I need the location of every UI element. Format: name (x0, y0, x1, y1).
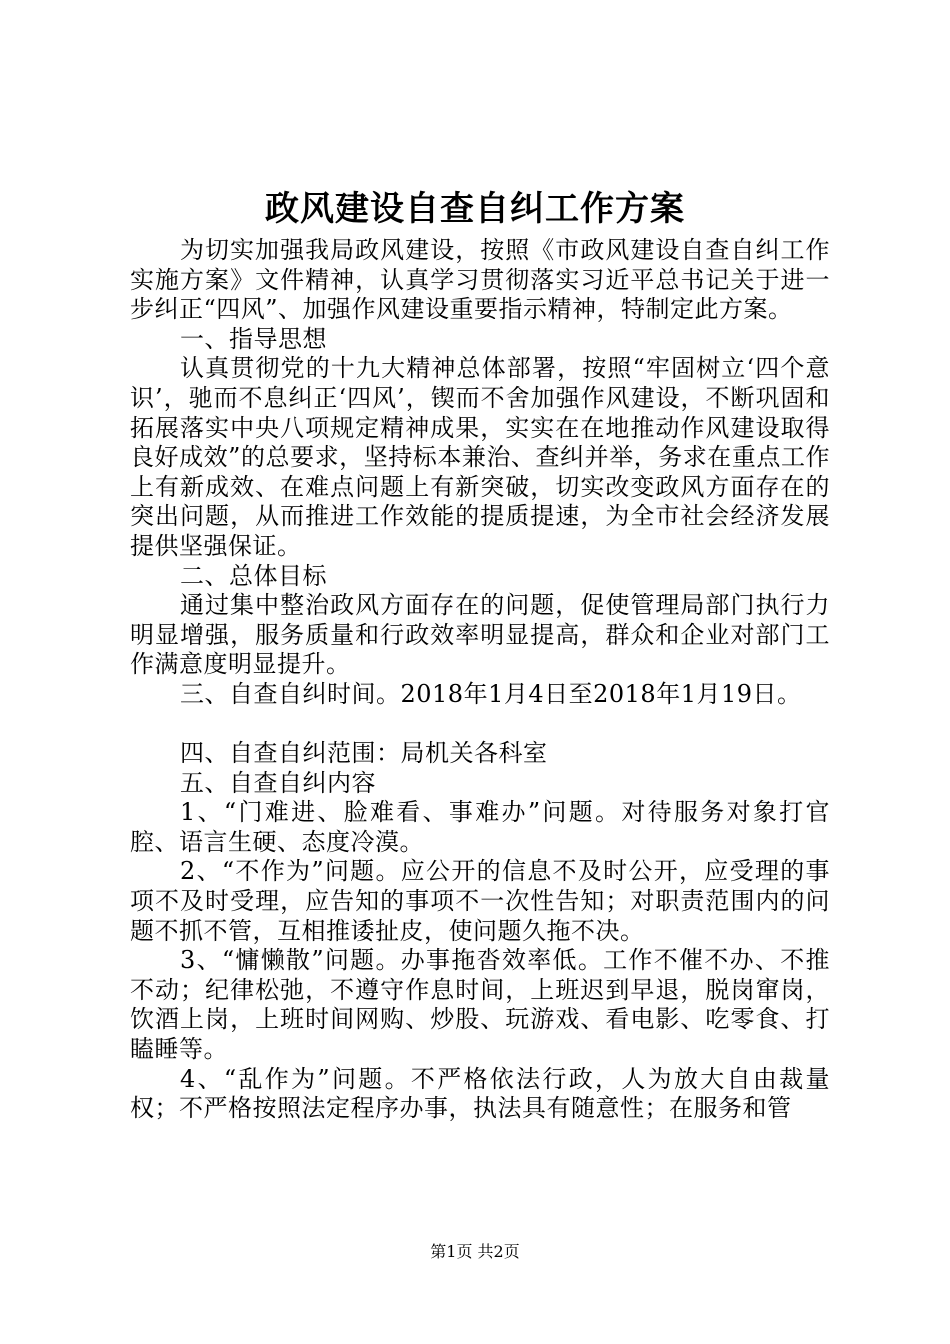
document-title: 政风建设自查自纠工作方案 (265, 189, 685, 229)
document-body (130, 236, 830, 1124)
section-heading-guiding-thought: 一、指导思想 (180, 324, 327, 353)
content-item-2: 2、“不作为”问题。应公开的信息不及时公开，应受理的事项不及时受理，应告知的事项不一次性告知；对职责范围内的问题不抓不管，互相推诿扯皮，使问题久拖不决。 (130, 857, 830, 945)
content-item-3: 3、“慵懒散”问题。办事拖沓效率低。工作不催不办、不推不动；纪律松弛，不遵守作息时间，上班迟到早退，脱岗窜岗，饮酒上岗，上班时间网购、炒股、玩游戏、看电影、吃零食、打瞌睡等。 (130, 946, 830, 1064)
content-item-4: 4、“乱作为”问题。不严格依法行政，人为放大自由裁量权；不严格按照法定程序办事，执法具有随意性；在服务和管 (130, 1064, 830, 1123)
overall-goal-paragraph: 通过集中整治政风方面存在的问题，促使管理局部门执行力明显增强，服务质量和行政效率明显提高，群众和企业对部门工作满意度明显提升。 (130, 591, 830, 679)
intro-paragraph: 为切实加强我局政风建设，按照《市政风建设自查自纠工作实施方案》文件精神，认真学习贯彻落实习近平总书记关于进一步纠正“四风”、加强作风建设重要指示精神，特制定此方案。 (130, 236, 830, 324)
section-heading-overall-goal: 二、总体目标 (180, 561, 327, 590)
section-heading-time: 三、自查自纠时间。2018年1月4日至2018年1月19日。 (180, 679, 802, 708)
content-item-1: 1、“门难进、脸难看、事难办”问题。对待服务对象打官腔、语言生硬、态度冷漠。 (130, 798, 830, 856)
page-footer: 第1页 共2页 (430, 1242, 520, 1261)
guiding-thought-paragraph: 认真贯彻党的十九大精神总体部署，按照“牢固树立‘四个意识’，驰而不息纠正‘四风’，锲而不舍加强作风建设，不断巩固和拓展落实中央八项规定精神成果，实实在在地推动作风建设取得良好成效”的总要求，坚持标本兼治、查纠并举，务求在重点工作上有新成效、在难点问题上有新突破，切实改变政风方面存在的突出问题，从而推进工作效能的提质提速，为全市社会经济发展提供坚强保证。 (130, 354, 830, 560)
section-heading-scope: 四、自查自纠范围：局机关各科室 (180, 739, 548, 768)
section-heading-content: 五、自查自纠内容 (180, 768, 376, 797)
